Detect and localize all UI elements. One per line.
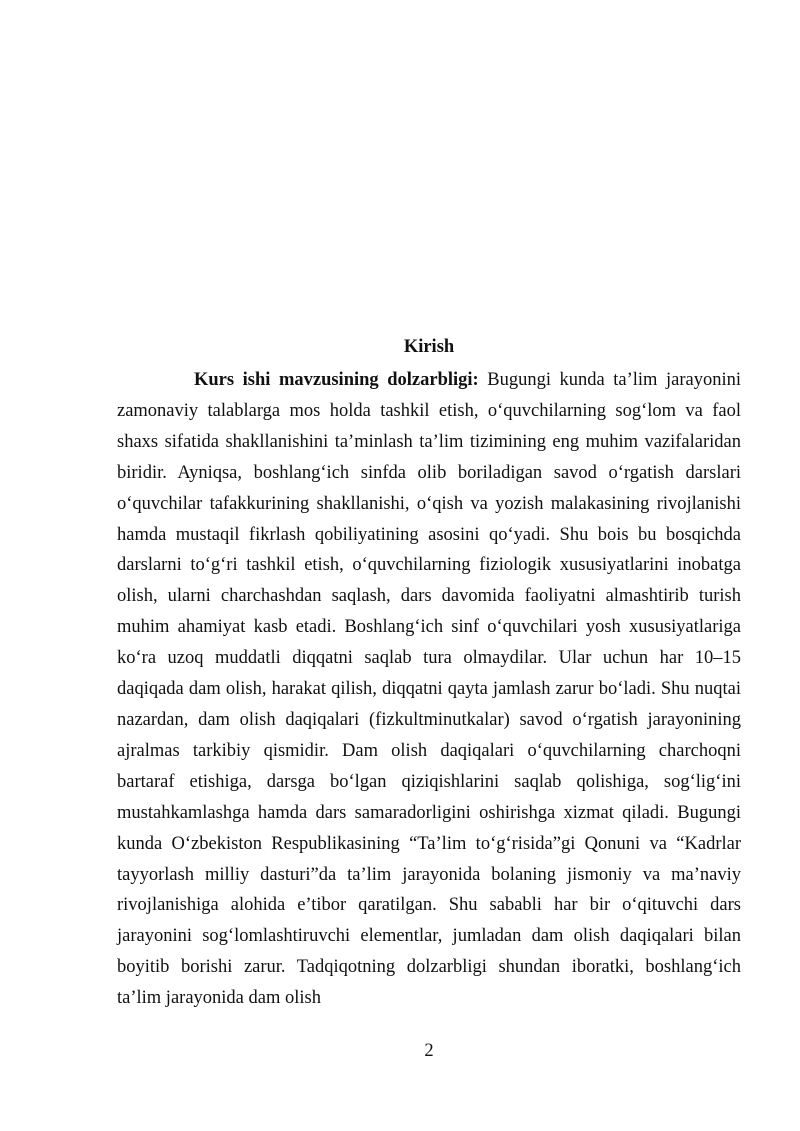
page-number: 2	[424, 1041, 434, 1061]
paragraph-body: Bugungi kunda ta’lim jarayonini zamonaviy talablarga mos holda tashkil etish, o‘quvchilarning sog‘lom va faol shaxs sifatida shakllanishini ta’minlash ta’lim tizimining eng muhim vazifalaridan biridir. Ayniqsa, boshlang‘ich sinfda olib boriladigan savod o‘rgatish darslari o‘quvchilar tafakkurining shakllanishi, o‘qish va yozish malakasining rivojlanishi hamda mustaqil fikrlash qobiliyatining asosini qo‘yadi. Shu bois bu bosqichda darslarni to‘g‘ri tashkil etish, o‘quvchilarning fiziologik xususiyatlarini inobatga olish, ularni charchashdan saqlash, dars davomida faoliyatni almashtirib turish muhim ahamiyat kasb etadi. Boshlang‘ich sinf o‘quvchilari yosh xususiyatlariga ko‘ra uzoq muddatli diqqatni saqlab tura olmaydilar. Ular uchun har 10–15 daqiqada dam olish, harakat qilish, diqqatni qayta jamlash zarur bo‘ladi. Shu nuqtai nazardan, dam olish daqiqalari (fizkultminutkalar) savod o‘rgatish jarayonining ajralmas tarkibiy qismidir. Dam olish daqiqalari o‘quvchilarning charchoqni bartaraf etishiga, darsga bo‘lgan qiziqishlarini saqlab qolishiga, sog‘lig‘ini mustahkamlashga hamda dars samaradorligini oshirishga xizmat qiladi. Bugungi kunda O‘zbekiston Respublikasining “Ta’lim to‘g‘risida”gi Qonuni va “Kadrlar tayyorlash milliy dasturi”da ta’lim jarayonida bolaning jismoniy va ma’naviy rivojlanishiga alohida e’tibor qaratilgan. Shu sababli har bir o‘qituvchi dars jarayonini sog‘lomlashtiruvchi elementlar, jumladan dam olish daqiqalari bilan boyitib borishi zarur. Tadqiqotning dolzarbligi shundan iboratki, boshlang‘ich ta’lim jarayonida dam olish	[117, 370, 741, 1009]
body-paragraph	[117, 365, 741, 1014]
paragraph-lead: Kurs ishi mavzusining dolzarbligi:	[194, 370, 479, 390]
section-title: Kirish	[403, 337, 455, 357]
